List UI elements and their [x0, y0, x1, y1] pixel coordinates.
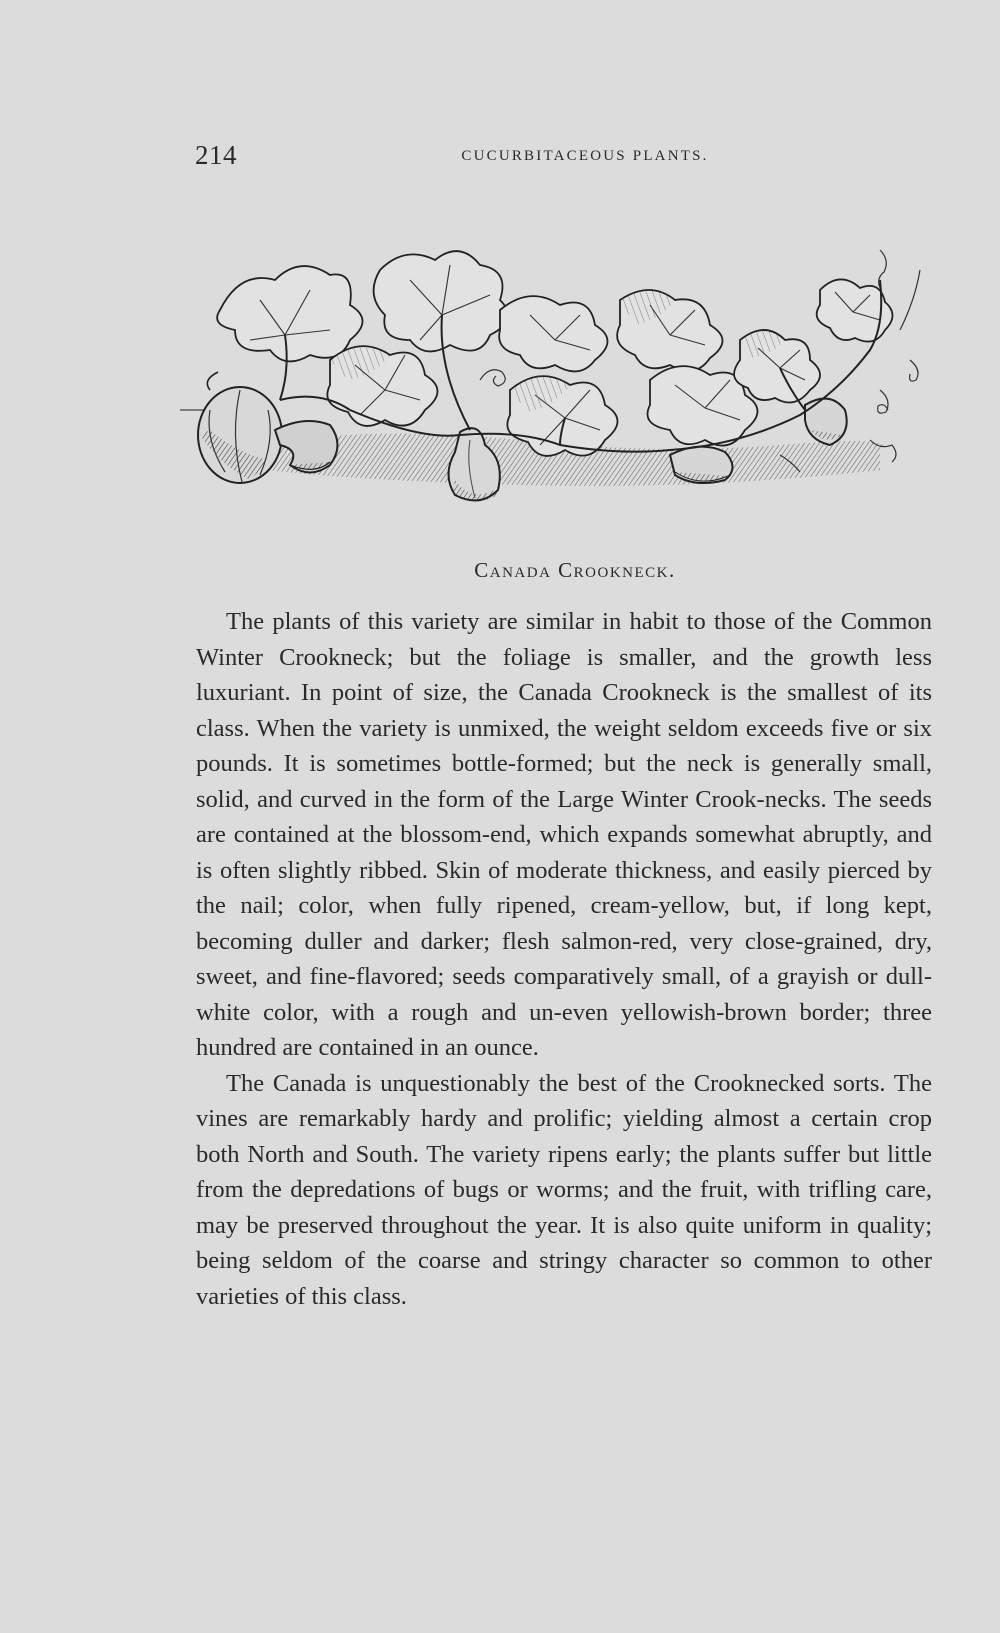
paragraph: The plants of this variety are similar in habit to those of the Common Winter Crookneck; but the foliage is smaller, and the growth less luxuriant. In point of size, the Canada Crookneck is the smallest of its class. When the variety is unmixed, the weight seldom exceeds five or six pounds. It is sometimes bottle-formed; but the neck is generally small, solid, and curved in the form of the Large Winter Crook-necks. The seeds are contained at the blossom-end, which expands somewhat abruptly, and is often slightly ribbed. Skin of moderate thickness, and easily pierced by the nail; color, when fully ripened, cream-yellow, but, if long kept, becoming duller and darker; flesh salmon-red, very close-grained, dry, sweet, and fine-flavored; seeds comparatively small, of a grayish or dull-white color, with a rough and un-even yellowish-brown border; three hundred are contained in an ounce.: [196, 608, 932, 1061]
page-number: 214: [195, 140, 237, 170]
squash-left: [198, 372, 338, 483]
paragraph: The Canada is unquestionably the best of the Crooknecked sorts. The vines are remarkably hardy and prolific; yielding almost a certain crop both North and South. The variety ripens early; the plants suffer but little from the depredations of bugs or worms; and the fruit, with trifling care, may be preserved throughout the year. It is also quite uniform in quality; being seldom of the coarse and stringy character so common to other varieties of this class.: [196, 1069, 932, 1310]
running-title: CUCURBITACEOUS PLANTS.: [461, 148, 709, 164]
body-text: [196, 604, 932, 1314]
section-heading: Canada Crookneck.: [474, 558, 676, 582]
running-head: [195, 140, 935, 180]
crookneck-squash-vine-engraving-icon: [180, 240, 940, 530]
